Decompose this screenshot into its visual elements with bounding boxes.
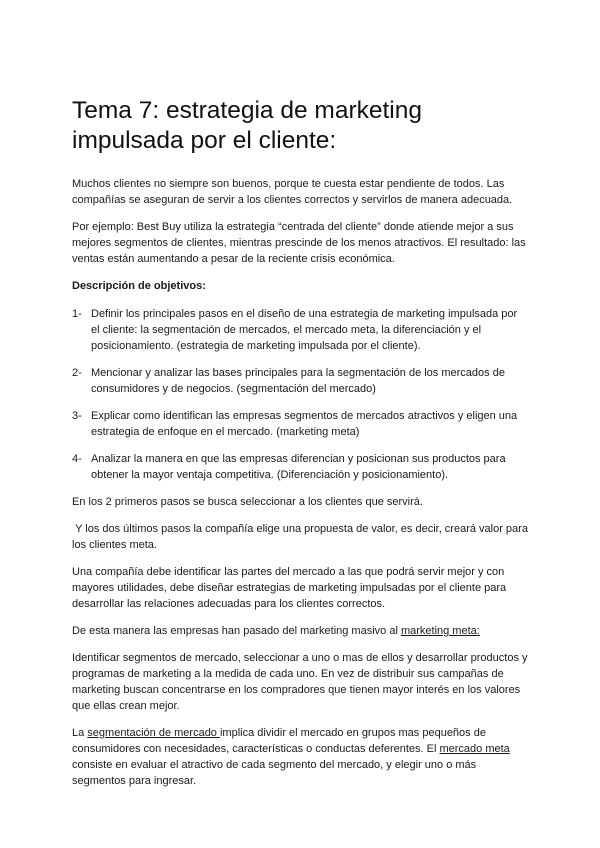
objective-item-4 xyxy=(72,451,528,483)
objective-number: 4- xyxy=(72,453,82,465)
objective-text: Explicar como identifican las empresas segmentos de mercados atractivos y eligen una estrategia de enfoque en el mercado. (marketing meta) xyxy=(91,410,518,438)
underlined-term: marketing meta: xyxy=(400,625,480,637)
paragraph-intro: Muchos clientes no siempre son buenos, porque te cuesta estar pendiente de todos. Las compañías se aseguran de servir a los clientes correctos y servirlos de manera adecuada. xyxy=(72,178,513,206)
paragraph-text: De esta manera las empresas han pasado del marketing masivo al xyxy=(72,625,401,637)
objective-number: 2- xyxy=(72,367,82,379)
paragraph-mass-marketing xyxy=(72,623,528,639)
objective-item-1 xyxy=(72,306,528,354)
paragraph-example: Por ejemplo: Best Buy utiliza la estrategia “centrada del cliente” donde atiende mejor a sus mejores segmentos de clientes, mientras prescinde de los menos atractivos. El resultado: las ventas están aumentando a pesar de la reciente crisis económica. xyxy=(72,221,526,265)
paragraph-segmentation xyxy=(72,725,528,789)
objective-text: Analizar la manera en que las empresas diferencian y posicionan sus productos para obtener la mayor ventaja competitiva. (Diferenciación y posicionamiento). xyxy=(91,453,506,481)
objective-number: 3- xyxy=(72,410,82,422)
paragraph-company: Una compañía debe identificar las partes del mercado a las que podrá servir mejor y con mayores utilidades, debe diseñar estrategias de marketing impulsadas por el cliente para desarrollar las relaciones adecuadas para los clientes correctos. xyxy=(72,566,507,610)
paragraph-text: implica dividir el mercado en grupos mas pequeños de consumidores con necesidades, características o conductas deferentes. El xyxy=(72,727,486,755)
objectives-heading: Descripción de objetivos: xyxy=(72,280,206,292)
objective-number: 1- xyxy=(72,308,82,320)
objective-text: Definir los principales pasos en el diseño de una estrategia de marketing impulsada por el cliente: la segmentación de mercados, el mercado meta, la diferenciación y el posicionamiento. (estrategia de marketing impulsada por el cliente). xyxy=(91,308,518,352)
document-title: Tema 7: estrategia de marketing impulsada por el cliente: xyxy=(72,97,422,154)
underlined-term: mercado meta xyxy=(439,743,510,755)
objective-item-3 xyxy=(72,408,528,440)
objective-text: Mencionar y analizar las bases principales para la segmentación de los mercados de consumidores y de negocios. (segmentación del mercado) xyxy=(91,367,505,395)
paragraph-text: La xyxy=(72,727,88,739)
paragraph-first-steps: En los 2 primeros pasos se busca seleccionar a los clientes que servirá. xyxy=(72,496,423,508)
objective-item-2 xyxy=(72,365,528,397)
paragraph-identify-segments: Identificar segmentos de mercado, seleccionar a uno o mas de ellos y desarrollar productos y programas de marketing a la medida de cada uno. En vez de distribuir sus campañas de marketing buscan concentrarse en los compradores que tienen mayor interés en los valores que ellas crean mejor. xyxy=(72,652,528,712)
paragraph-last-steps: Y los dos últimos pasos la compañía elige una propuesta de valor, es decir, creará valor para los clientes meta. xyxy=(72,523,532,551)
underlined-term: segmentación de mercado xyxy=(87,727,220,739)
paragraph-text: consiste en evaluar el atractivo de cada segmento del mercado, y elegir uno o más segmentos para ingresar. xyxy=(72,759,477,787)
